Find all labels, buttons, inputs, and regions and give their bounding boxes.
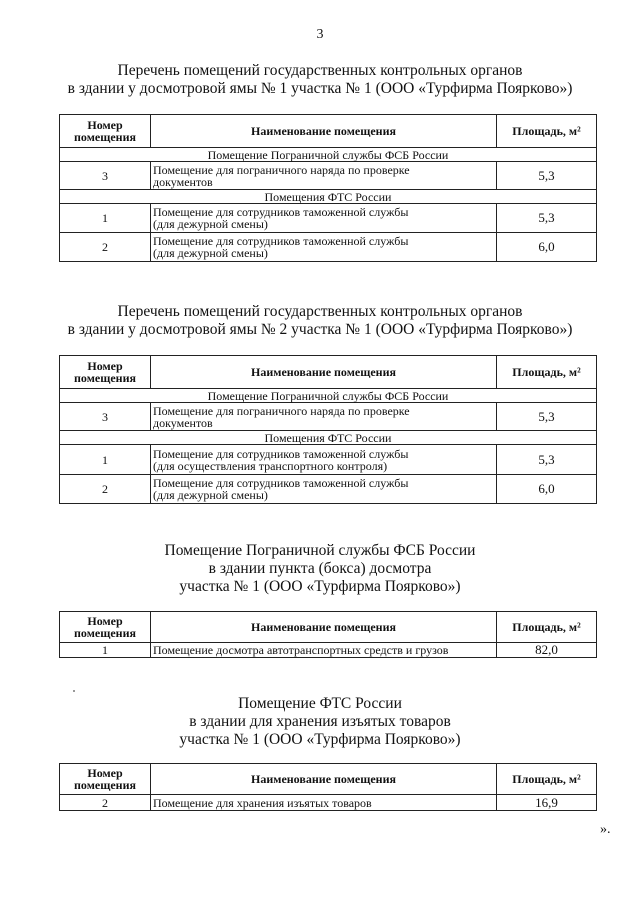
block4-title-line3: участка № 1 (ООО «Турфирма Поярково») [179, 731, 461, 748]
room-number: 3 [60, 403, 151, 431]
room-area: 5,3 [497, 204, 597, 233]
header-number: Номер помещения [60, 612, 151, 643]
table-header [60, 115, 597, 148]
header-area: Площадь, м² [497, 764, 597, 795]
block2-title [0, 303, 640, 339]
closing-quote-mark: ». [600, 822, 611, 837]
header-name: Наименование помещения [151, 764, 497, 795]
header-area: Площадь, м² [497, 612, 597, 643]
block4-title-line1: Помещение ФТС России [238, 695, 402, 712]
table-row [60, 643, 597, 658]
header-name: Наименование помещения [151, 356, 497, 389]
room-number: 2 [60, 233, 151, 262]
header-number: Номер помещения [60, 356, 151, 389]
table-header [60, 612, 597, 643]
scan-artifact [73, 690, 75, 692]
room-name: Помещение для сотрудников таможенной службы (для дежурной смены) [151, 233, 497, 262]
room-number: 1 [60, 204, 151, 233]
table-row [60, 162, 597, 190]
table-row [60, 403, 597, 431]
block3-title-line2: в здании пункта (бокса) досмотра [208, 560, 432, 577]
block1-title [0, 62, 640, 98]
block3-title-line1: Помещение Пограничной службы ФСБ России [164, 542, 476, 559]
header-number: Номер помещения [60, 115, 151, 148]
room-name: Помещение для сотрудников таможенной службы (для дежурной смены) [151, 475, 497, 504]
page-number: 3 [316, 27, 324, 42]
room-area: 16,9 [497, 795, 597, 811]
room-area: 6,0 [497, 475, 597, 504]
room-number: 2 [60, 475, 151, 504]
room-area: 5,3 [497, 445, 597, 475]
block3-title-line3: участка № 1 (ООО «Турфирма Поярково») [179, 578, 461, 595]
block2-title-line1: Перечень помещений государственных контрольных органов [117, 303, 523, 320]
table-header [60, 764, 597, 795]
room-name: Помещение досмотра автотранспортных средств и грузов [151, 643, 497, 658]
table-row [60, 475, 597, 504]
table-header [60, 356, 597, 389]
table-row [60, 445, 597, 475]
room-area: 5,3 [497, 162, 597, 190]
block1-title-line2: в здании у досмотровой ямы № 1 участка № 1 (ООО «Турфирма Поярково») [67, 80, 573, 97]
block3-title [0, 542, 640, 596]
room-area: 5,3 [497, 403, 597, 431]
section-label: Помещение Пограничной службы ФСБ России [60, 148, 597, 162]
room-number: 3 [60, 162, 151, 190]
block4-table [59, 763, 597, 811]
header-name: Наименование помещения [151, 115, 497, 148]
header-area: Площадь, м² [497, 356, 597, 389]
room-name: Помещение для сотрудников таможенной службы (для дежурной смены) [151, 204, 497, 233]
section-label: Помещения ФТС России [60, 190, 597, 204]
block3-table [59, 611, 597, 658]
room-area: 82,0 [497, 643, 597, 658]
block2-table [59, 355, 597, 504]
table-row [60, 233, 597, 262]
table-row [60, 204, 597, 233]
section-label: Помещения ФТС России [60, 431, 597, 445]
room-number: 1 [60, 643, 151, 658]
block4-title-line2: в здании для хранения изъятых товаров [189, 713, 451, 730]
table-row [60, 795, 597, 811]
header-name: Наименование помещения [151, 612, 497, 643]
room-name: Помещение для пограничного наряда по проверке документов [151, 162, 497, 190]
block2-title-line2: в здании у досмотровой ямы № 2 участка № 1 (ООО «Турфирма Поярково») [67, 321, 573, 338]
block1-table [59, 114, 597, 262]
room-number: 1 [60, 445, 151, 475]
room-name: Помещение для пограничного наряда по проверке документов [151, 403, 497, 431]
room-name: Помещение для сотрудников таможенной службы (для осуществления транспортного контроля) [151, 445, 497, 475]
header-area: Площадь, м² [497, 115, 597, 148]
section-label: Помещение Пограничной службы ФСБ России [60, 389, 597, 403]
room-name: Помещение для хранения изъятых товаров [151, 795, 497, 811]
block4-title [0, 695, 640, 749]
header-number: Номер помещения [60, 764, 151, 795]
room-area: 6,0 [497, 233, 597, 262]
block1-title-line1: Перечень помещений государственных контрольных органов [117, 62, 523, 79]
room-number: 2 [60, 795, 151, 811]
